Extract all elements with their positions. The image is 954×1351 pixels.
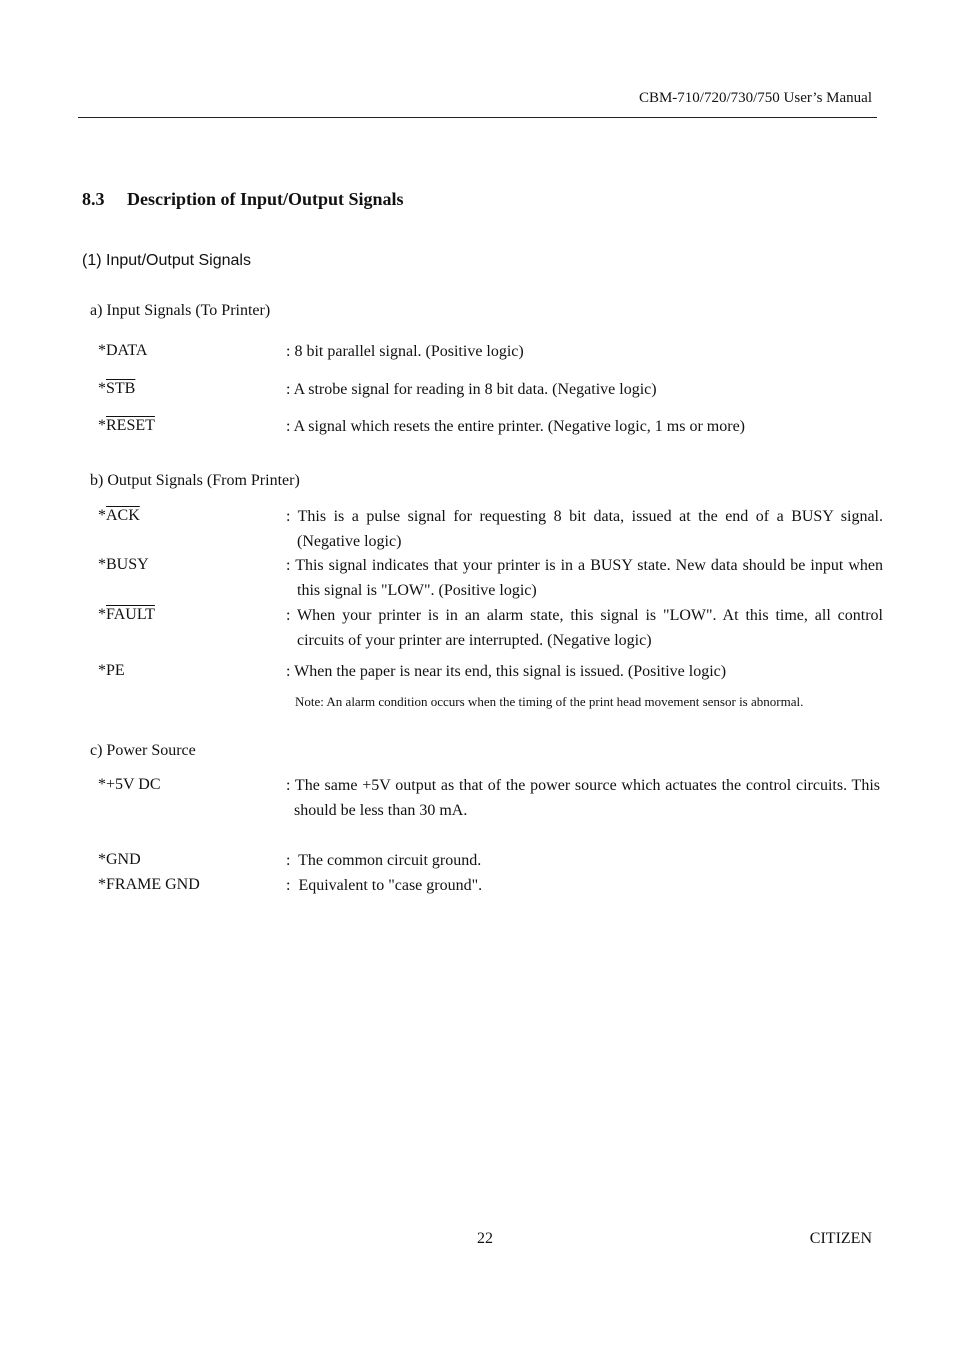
signal-name-gnd: *GND [98, 851, 141, 868]
signal-name-frame-gnd: *FRAME GND [98, 876, 200, 893]
section-number: 8.3 [82, 189, 105, 209]
manual-title: CBM-710/720/730/750 User’s Manual [638, 90, 872, 106]
signal-desc-stb: : A strobe signal for reading in 8 bit data. (Negative logic) [286, 381, 657, 398]
signal-name-data: *DATA [98, 342, 148, 359]
output-signals-heading: b) Output Signals (From Printer) [90, 472, 300, 489]
signal-name-5v-dc: *+5V DC [98, 776, 161, 793]
brand-name: CITIZEN [809, 1230, 872, 1247]
subsection-title: (1) Input/Output Signals [82, 252, 251, 269]
section-title: Description of Input/Output Signals [127, 189, 404, 209]
input-signals-heading: a) Input Signals (To Printer) [90, 302, 271, 319]
power-source-heading: c) Power Source [90, 742, 196, 759]
signal-name-reset: *RESET [98, 417, 155, 434]
header-divider [78, 117, 877, 118]
signal-desc-busy: : This signal indicates that your printer is in a BUSY state. New data should be input when this signal is "LOW". (Positive logic) [286, 557, 883, 599]
signal-desc-data: : 8 bit parallel signal. (Positive logic) [286, 343, 524, 360]
signal-desc-pe: : When the paper is near its end, this signal is issued. (Positive logic) [286, 663, 727, 680]
signal-desc-5v-dc: : The same +5V output as that of the power source which actuates the control circuits. This should be less than 30 mA. [286, 777, 880, 819]
signal-desc-frame-gnd: : Equivalent to "case ground". [286, 877, 483, 894]
signal-desc-gnd: : The common circuit ground. [286, 852, 482, 869]
alarm-note: Note: An alarm condition occurs when the timing of the print head movement sensor is abnormal. [295, 694, 804, 709]
signal-name-stb: $*\overline{STB}$ [98, 380, 136, 397]
signal-name-busy: *BUSY [98, 556, 149, 573]
signal-name-ack: $*\overline{ACK}$ [98, 507, 140, 524]
signal-name-pe: *PE [98, 662, 125, 679]
signal-desc-ack: : This is a pulse signal for requesting 8 bit data, issued at the end of a BUSY signal. (Negative logic) [286, 508, 883, 550]
signal-desc-reset: : A signal which resets the entire printer. (Negative logic, 1 ms or more) [286, 418, 745, 435]
signal-name-fault: *FAULT [98, 606, 155, 623]
page-number: 22 [477, 1230, 493, 1247]
signal-desc-fault: : When your printer is in an alarm state, this signal is "LOW". At this time, all control circuits of your printer are interrupted. (Negative logic) [286, 607, 883, 649]
